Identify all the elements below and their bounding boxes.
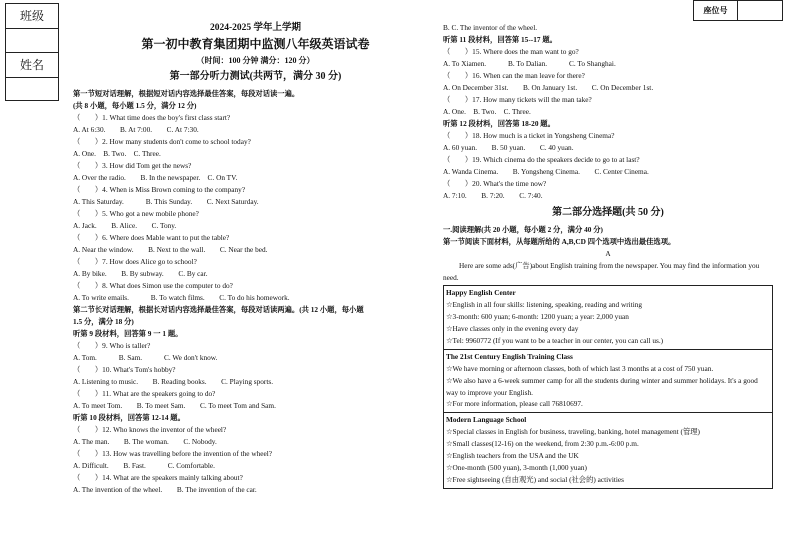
ad-line: ☆Free sightseeing (自由观光) and social (社会的) activities xyxy=(446,475,624,485)
ad-line: ☆English teachers from the USA and the UK xyxy=(446,451,579,461)
reading-instruction: 一.阅读理解(共 20 小题，每小题 2 分，满分 40 分) xyxy=(443,225,603,234)
question: （ ）11. What are the speakers going to do? xyxy=(73,389,216,398)
seat-number-field[interactable] xyxy=(738,1,782,20)
options: A. One. B. Two. C. Three. xyxy=(443,107,531,116)
school-year: 2024-2025 学年上学期 xyxy=(209,23,302,33)
options: A. 7:10. B. 7:20. C. 7:40. xyxy=(443,191,543,200)
ad-line: ☆Small classes(12-16) on the weekend, from 2:30 p.m.-6:00 p.m. xyxy=(446,439,639,449)
right-column xyxy=(443,22,773,489)
seat-number-box xyxy=(693,0,783,21)
question: （ ）4. When is Miss Brown coming to the company? xyxy=(73,185,246,194)
ad-line: ☆We also have a 6-week summer camp for all the students during winter and summer holidays. It's a good way to improve your English. xyxy=(446,375,758,397)
group-instruction: 听第 9 段材料，回答第 9 一 1 题。 xyxy=(73,329,183,338)
question: （ ）5. Who got a new mobile phone? xyxy=(73,209,199,218)
options: A. On December 31st. B. On January 1st. C. On December 1st. xyxy=(443,83,654,92)
ad-21st-century xyxy=(444,350,772,413)
question: （ ）3. How did Tom get the news? xyxy=(73,161,192,170)
section2-score: 1.5 分，满分 18 分) xyxy=(73,317,134,326)
passage-label: A xyxy=(605,249,611,258)
part1-heading: 第一部分听力测试(共两节，满分 30 分) xyxy=(169,71,342,82)
exam-title: 第一初中教育集团期中监测八年级英语试卷 xyxy=(141,37,370,51)
question: （ ）10. What's Tom's hobby? xyxy=(73,365,176,374)
reading-subinstruction: 第一节阅读下面材料，从每题所给的 A,B,CD 四个选项中选出最佳选项。 xyxy=(443,237,676,246)
options: A. The invention of the wheel. B. The invention of the car. xyxy=(73,485,257,494)
ads-table xyxy=(443,285,773,489)
question: （ ）7. How does Alice go to school? xyxy=(73,257,197,266)
question: （ ）16. When can the man leave for there? xyxy=(443,71,585,80)
question: （ ）12. Who knows the inventor of the wheel? xyxy=(73,425,227,434)
ad-line: ☆Have classes only in the evening every day xyxy=(446,324,579,333)
question: （ ）8. What does Simon use the computer to do? xyxy=(73,281,233,290)
ad-line: ☆For more information, please call 76810697. xyxy=(446,399,583,409)
options: A. To Xiamen. B. To Dalian. C. To Shanghai. xyxy=(443,59,616,68)
ad-title: The 21st Century English Training Class xyxy=(446,352,573,361)
name-field[interactable] xyxy=(6,78,58,103)
options: A. One. B. Two. C. Three. xyxy=(73,149,161,158)
seat-number-label: 座位号 xyxy=(694,1,738,20)
options: A. Tom. B. Sam. C. We don't know. xyxy=(73,353,218,362)
ad-line: ☆3-month: 600 yuan; 6-month: 1200 yuan; a year: 2,000 yuan xyxy=(446,312,629,321)
section1-score: (共 8 小题，每小题 1.5 分，满分 12 分) xyxy=(73,101,197,110)
options: A. Over the radio. B. In the newspaper. C. On TV. xyxy=(73,173,238,182)
question: （ ）17. How many tickets will the man take? xyxy=(443,95,592,104)
class-label: 班级 xyxy=(6,4,58,29)
class-field[interactable] xyxy=(6,29,58,54)
name-label: 姓名 xyxy=(6,53,58,78)
ad-modern-language xyxy=(444,413,772,488)
ad-line: ☆Special classes in English for business, traveling, banking, hotel management (管理) xyxy=(446,427,700,437)
question: （ ）19. Which cinema do the speakers decide to go to at last? xyxy=(443,155,640,164)
options: A. 60 yuan. B. 50 yuan. C. 40 yuan. xyxy=(443,143,574,152)
options: A. At 6:30. B. At 7:00. C. At 7:30. xyxy=(73,125,199,134)
question: （ ）6. Where does Mable want to put the table? xyxy=(73,233,230,242)
student-info-box xyxy=(5,3,59,101)
part2-heading: 第二部分选择题(共 50 分) xyxy=(552,207,664,218)
options: A. By bike. B. By subway. C. By car. xyxy=(73,269,208,278)
options: B. C. The inventor of the wheel. xyxy=(443,23,538,32)
question: （ ）9. Who is taller? xyxy=(73,341,151,350)
question: （ ）18. How much is a ticket in Yongsheng Cinema? xyxy=(443,131,615,140)
ad-line: ☆We have morning or afternoon classes, both of which last 3 months at a cost of 750 yuan. xyxy=(446,364,714,373)
section1-instruction: 第一节短对话理解，根据短对话内容选择最佳答案，每段对话读一遍。 xyxy=(73,89,300,98)
question: （ ）14. What are the speakers mainly talking about? xyxy=(73,473,243,482)
question: （ ）1. What time does the boy's first class start? xyxy=(73,113,231,122)
group-instruction: 听第 12 段材料，回答第 18-20 题。 xyxy=(443,119,555,128)
question: （ ）13. How was travelling before the invention of the wheel? xyxy=(73,449,272,458)
group-instruction: 听第 10 段材料，回答第 12-14 题。 xyxy=(73,413,185,422)
ad-line: ☆English in all four skills: listening, speaking, reading and writing xyxy=(446,300,643,309)
ad-line: ☆One-month (500 yuan), 3-month (1,000 yuan) xyxy=(446,463,587,473)
options: A. To meet Tom. B. To meet Sam. C. To meet Tom and Sam. xyxy=(73,401,276,410)
question: （ ）15. Where does the man want to go? xyxy=(443,47,579,56)
left-column xyxy=(73,22,438,496)
options: A. This Saturday. B. This Sunday. C. Next Saturday. xyxy=(73,197,259,206)
options: A. Jack. B. Alice. C. Tony. xyxy=(73,221,177,230)
ad-line: ☆Tel: 9960772 (If you want to be a teacher in our center, you can call us.) xyxy=(446,336,664,345)
question: （ ）20. What's the time now? xyxy=(443,179,547,188)
ad-happy-english xyxy=(444,286,772,350)
question: （ ）2. How many students don't come to school today? xyxy=(73,137,251,146)
options: A. To write emails. B. To watch films. C. To do his homework. xyxy=(73,293,290,302)
options: A. Near the window. B. Next to the wall. C. Near the bed. xyxy=(73,245,268,254)
section2-instruction: 第二节长对话理解，根据长对话内容选择最佳答案，每段对话读两遍。(共 12 小题，每小题 xyxy=(73,305,364,314)
ad-title: Happy English Center xyxy=(446,288,516,297)
passage-intro: Here are some ads(广告)about English training from the newspaper. You may find the information you need. xyxy=(443,261,760,282)
options: A. Difficult. B. Fast. C. Comfortable. xyxy=(73,461,215,470)
ad-title: Modern Language School xyxy=(446,415,527,425)
exam-meta: （时间：100 分钟 满分：120 分） xyxy=(196,56,315,65)
options: A. Wanda Cinema. B. Yongsheng Cinema. C. Center Cinema. xyxy=(443,167,649,176)
options: A. Listening to music. B. Reading books. C. Playing sports. xyxy=(73,377,274,386)
options: A. The man. B. The woman. C. Nobody. xyxy=(73,437,217,446)
group-instruction: 听第 11 段材料，回答第 15--17 题。 xyxy=(443,35,557,44)
